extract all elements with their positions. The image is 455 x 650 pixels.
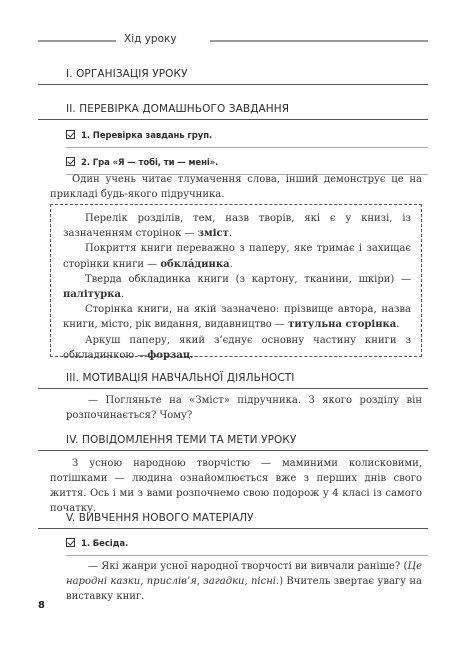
header-rule-left [38,40,116,42]
running-head [38,33,428,47]
definitions-box [50,204,422,361]
subtask-label: 1. Бесіда. [81,539,129,549]
term: обкла́динка [160,258,230,270]
subtask-rule [66,147,428,148]
term: палітурка [63,289,121,301]
page-number: 8 [38,600,45,611]
header-rule-right [210,40,428,42]
definition-2: Покриття книги переважно з паперу, яке тримає і захищає сторінки книги — обкла́динка. [63,243,411,270]
definition-5: Аркуш паперу, який з’єднує основну частину книги з обкладинкою —форзац. [63,334,411,361]
paragraph: — Які жанри усної народної творчості ви вивчали раніше? (Це народні казки, прислів’я, загадки, пісні.) Вчитель звертає увагу на виставку книг. [66,561,422,602]
paragraph: З усною народною творчістю — маминими колисковими, потішками — людина ознайомлюється вже з перших днів свого життя. Ось і ми з вами розпочнемо свою подорож у 4 класі із самого початку. [50,458,422,514]
game-intro [50,172,422,202]
subtask-3 [66,538,128,549]
section-rule [38,450,428,451]
section-rule [38,528,428,529]
definition-4: Сторінка книги, на якій зазначено: прізвище автора, назва книги, місто, рік видання, видавництво — титульна сторінка. [63,304,411,331]
section-title: II. ПЕРЕВІРКА ДОМАШНЬОГО ЗАВДАННЯ [66,103,290,115]
expected-answer: Це народні казки, прислів’я, загадки, пісні. [66,561,422,587]
term: форзац [147,349,191,361]
subtask-rule [66,555,428,556]
section-rule [38,119,428,120]
section-rule [38,388,428,389]
section-title: I. ОРГАНІЗАЦІЯ УРОКУ [66,68,188,80]
subtask-label: 1. Перевірка завдань груп. [81,131,213,141]
term: зміст [197,228,229,240]
checkbox-icon [66,538,75,547]
subtask-label: 2. Гра «Я — тобі, ти — мені». [81,158,219,168]
checkbox-icon [66,157,75,166]
paragraph: — Погляньте на «Зміст» підручника. З якого розділу він розпочинається? Чому? [66,395,422,421]
section-rule [38,84,428,85]
section-title: IV. ПОВІДОМЛЕННЯ ТЕМИ ТА МЕТИ УРОКУ [66,434,297,446]
subtask-2 [66,157,218,168]
running-head-title: Хід уроку [124,33,177,45]
definition-3: Тверда обкладинка книги (з картону, тканини, шкіри) — палітурка. [63,273,411,301]
checkbox-icon [66,130,75,139]
definition-1: Перелік розділів, тем, назв творів, які є у книзі, із зазначенням сторінок — зміст. [63,213,411,240]
term: титульна сторінка [288,319,397,331]
subtask-1 [66,130,212,141]
section-title: III. МОТИВАЦІЯ НАВЧАЛЬНОЇ ДІЯЛЬНОСТІ [66,372,295,384]
conversation [66,559,422,604]
paragraph: Один учень читає тлумачення слова, інший демонструє це на прикладі будь-якого підручника. [50,174,422,200]
announcement [50,456,422,516]
motivation-question [66,393,422,423]
section-title: V. ВИВЧЕННЯ НОВОГО МАТЕРІАЛУ [66,512,254,524]
